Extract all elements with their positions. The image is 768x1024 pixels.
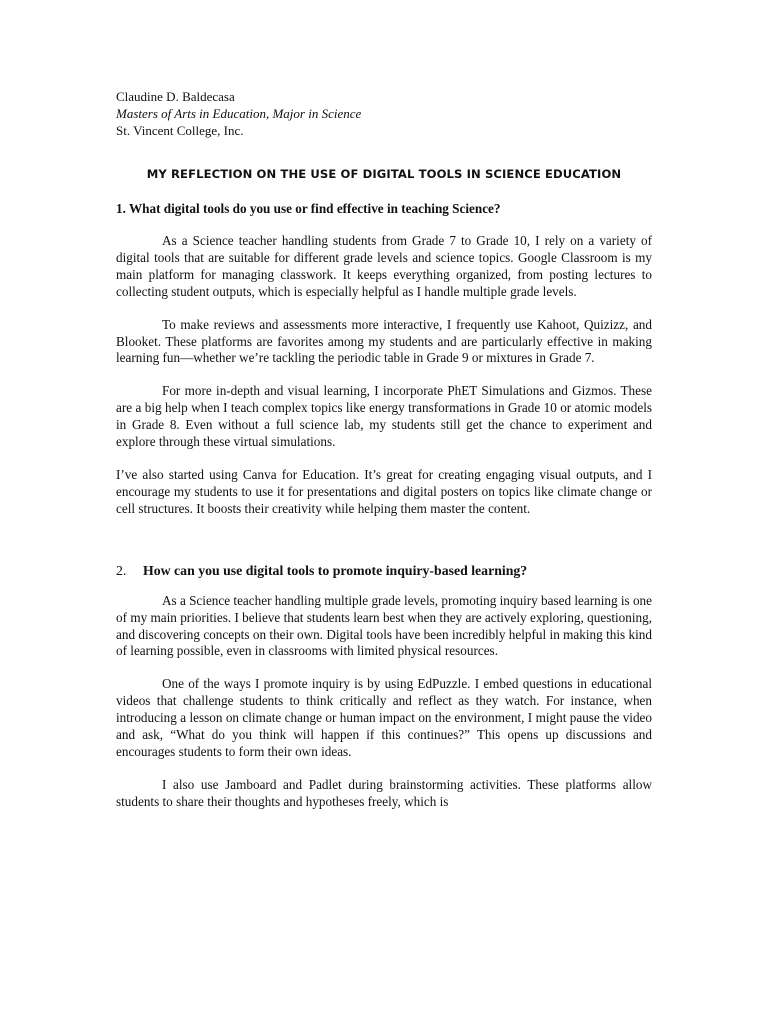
question-2-text: How can you use digital tools to promote inquiry-based learning? — [143, 562, 528, 578]
author-degree: Masters of Arts in Education, Major in Science — [116, 106, 362, 121]
paragraph: To make reviews and assessments more interactive, I frequently use Kahoot, Quizizz, and Blooket. These platforms are favorites among my students and are particularly effective in making learning fun—whether we’re tackling the periodic table in Grade 9 or mixtures in Grade 7. — [116, 316, 652, 366]
paragraph: As a Science teacher handling students from Grade 7 to Grade 10, I rely on a variety of digital tools that are suitable for different grade levels and science topics. Google Classroom is my main platform for managing classwork. It keeps everything organized, from posting lectures to collecting student outputs, which is especially helpful as I handle multiple grade levels. — [116, 233, 652, 299]
paragraph: I also use Jamboard and Padlet during brainstorming activities. These platforms allow students to share their thoughts and hypotheses freely, which is — [116, 776, 652, 809]
paragraph: As a Science teacher handling multiple grade levels, promoting inquiry based learning is one of my main priorities. I believe that students learn best when they are actively exploring, questioning, and discovering concepts on their own. Digital tools have been incredibly helpful in making this kind of learning possible, even in classrooms with limited physical resources. — [116, 592, 652, 659]
paragraph: For more in-depth and visual learning, I incorporate PhET Simulations and Gizmos. These are a big help when I teach complex topics like energy transformations in Grade 10 or atomic models in Grade 8. Even without a full science lab, my students still get the chance to experiment and explore through these virtual simulations. — [116, 383, 652, 450]
paragraph: One of the ways I promote inquiry is by using EdPuzzle. I embed questions in educational videos that challenge students to think critically and reflect as they watch. For instance, when introducing a lesson on climate change or human impact on the environment, I might pause the video and ask, “What do you think will happen if this continues?” This opens up discussions and encourages students to form their own ideas. — [116, 676, 652, 759]
author-block — [116, 88, 652, 139]
question-2 — [116, 562, 652, 579]
document-title: MY REFLECTION ON THE USE OF DIGITAL TOOLS IN SCIENCE EDUCATION — [146, 167, 622, 181]
paragraph: I’ve also started using Canva for Education. It’s great for creating engaging visual outputs, and I encourage my students to use it for presentations and digital posters on topics like climate change or cell structures. It boosts their creativity while helping them master the content. — [116, 466, 652, 516]
question-1: 1. What digital tools do you use or find effective in teaching Science? — [116, 201, 501, 216]
question-2-number: 2. — [116, 562, 127, 578]
author-name: Claudine D. Baldecasa — [116, 89, 235, 104]
document-page — [116, 88, 652, 811]
author-school: St. Vincent College, Inc. — [116, 123, 244, 138]
